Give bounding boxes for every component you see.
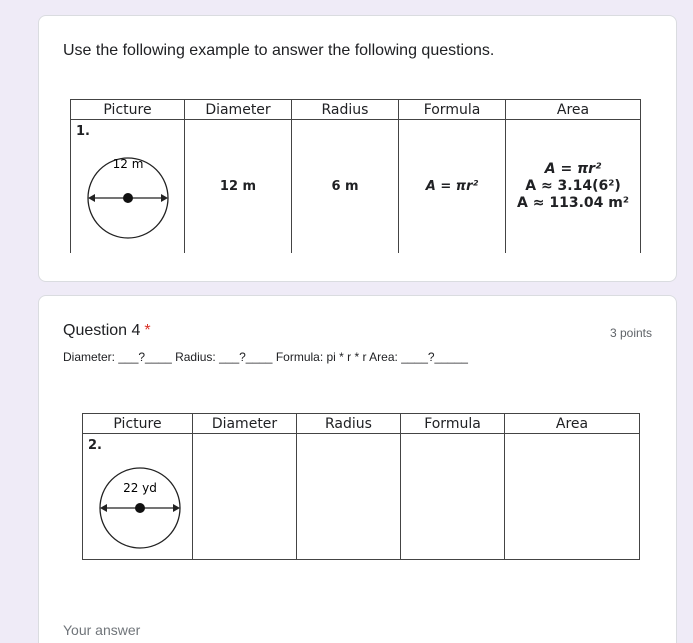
- question-table: [82, 413, 640, 560]
- row-number: 1.: [76, 124, 90, 139]
- area-cell: [506, 120, 641, 253]
- header-diameter: Diameter: [193, 414, 297, 434]
- question-description: Diameter: ___?____ Radius: ___?____ Formula: pi * r * r Area: ____?_____: [63, 350, 468, 364]
- circle-diagram: [85, 142, 171, 246]
- area-line-3: A ≈ 113.04 m²: [517, 194, 629, 211]
- header-formula: Formula: [401, 414, 505, 434]
- header-picture: Picture: [71, 100, 185, 120]
- question-points: 3 points: [609, 326, 652, 340]
- question-table-header-row: [83, 414, 640, 434]
- circle-label: 22 yd: [123, 481, 157, 495]
- example-table-header-row: [71, 100, 641, 120]
- header-area: Area: [505, 414, 640, 434]
- radius-cell: 6 m: [292, 120, 399, 253]
- diameter-cell: [193, 434, 297, 560]
- header-formula: Formula: [399, 100, 506, 120]
- question-title: [63, 322, 151, 340]
- example-table: [70, 99, 641, 253]
- row-number: 2.: [88, 438, 102, 453]
- area-cell: [505, 434, 640, 560]
- header-diameter: Diameter: [185, 100, 292, 120]
- picture-cell: [83, 434, 193, 560]
- area-line-1: A = πr²: [544, 160, 602, 177]
- formula-cell: A = πr²: [399, 120, 506, 253]
- question-card: [38, 295, 677, 643]
- header-picture: Picture: [83, 414, 193, 434]
- question-table-row: [83, 434, 640, 560]
- required-asterisk: *: [144, 322, 151, 339]
- answer-input[interactable]: Your answer: [63, 622, 141, 638]
- header-area: Area: [506, 100, 641, 120]
- circle-diagram: [97, 452, 183, 556]
- picture-cell: [71, 120, 185, 253]
- example-instruction: Use the following example to answer the following questions.: [63, 42, 495, 59]
- diameter-cell: 12 m: [185, 120, 292, 253]
- example-card: [38, 15, 677, 282]
- radius-cell: [297, 434, 401, 560]
- formula-cell: [401, 434, 505, 560]
- example-table-row: [71, 120, 641, 253]
- circle-label: 12 m: [112, 157, 144, 171]
- question-title-text: Question 4: [63, 322, 141, 339]
- header-radius: Radius: [292, 100, 399, 120]
- area-line-2: A ≈ 3.14(6²): [525, 177, 621, 194]
- header-radius: Radius: [297, 414, 401, 434]
